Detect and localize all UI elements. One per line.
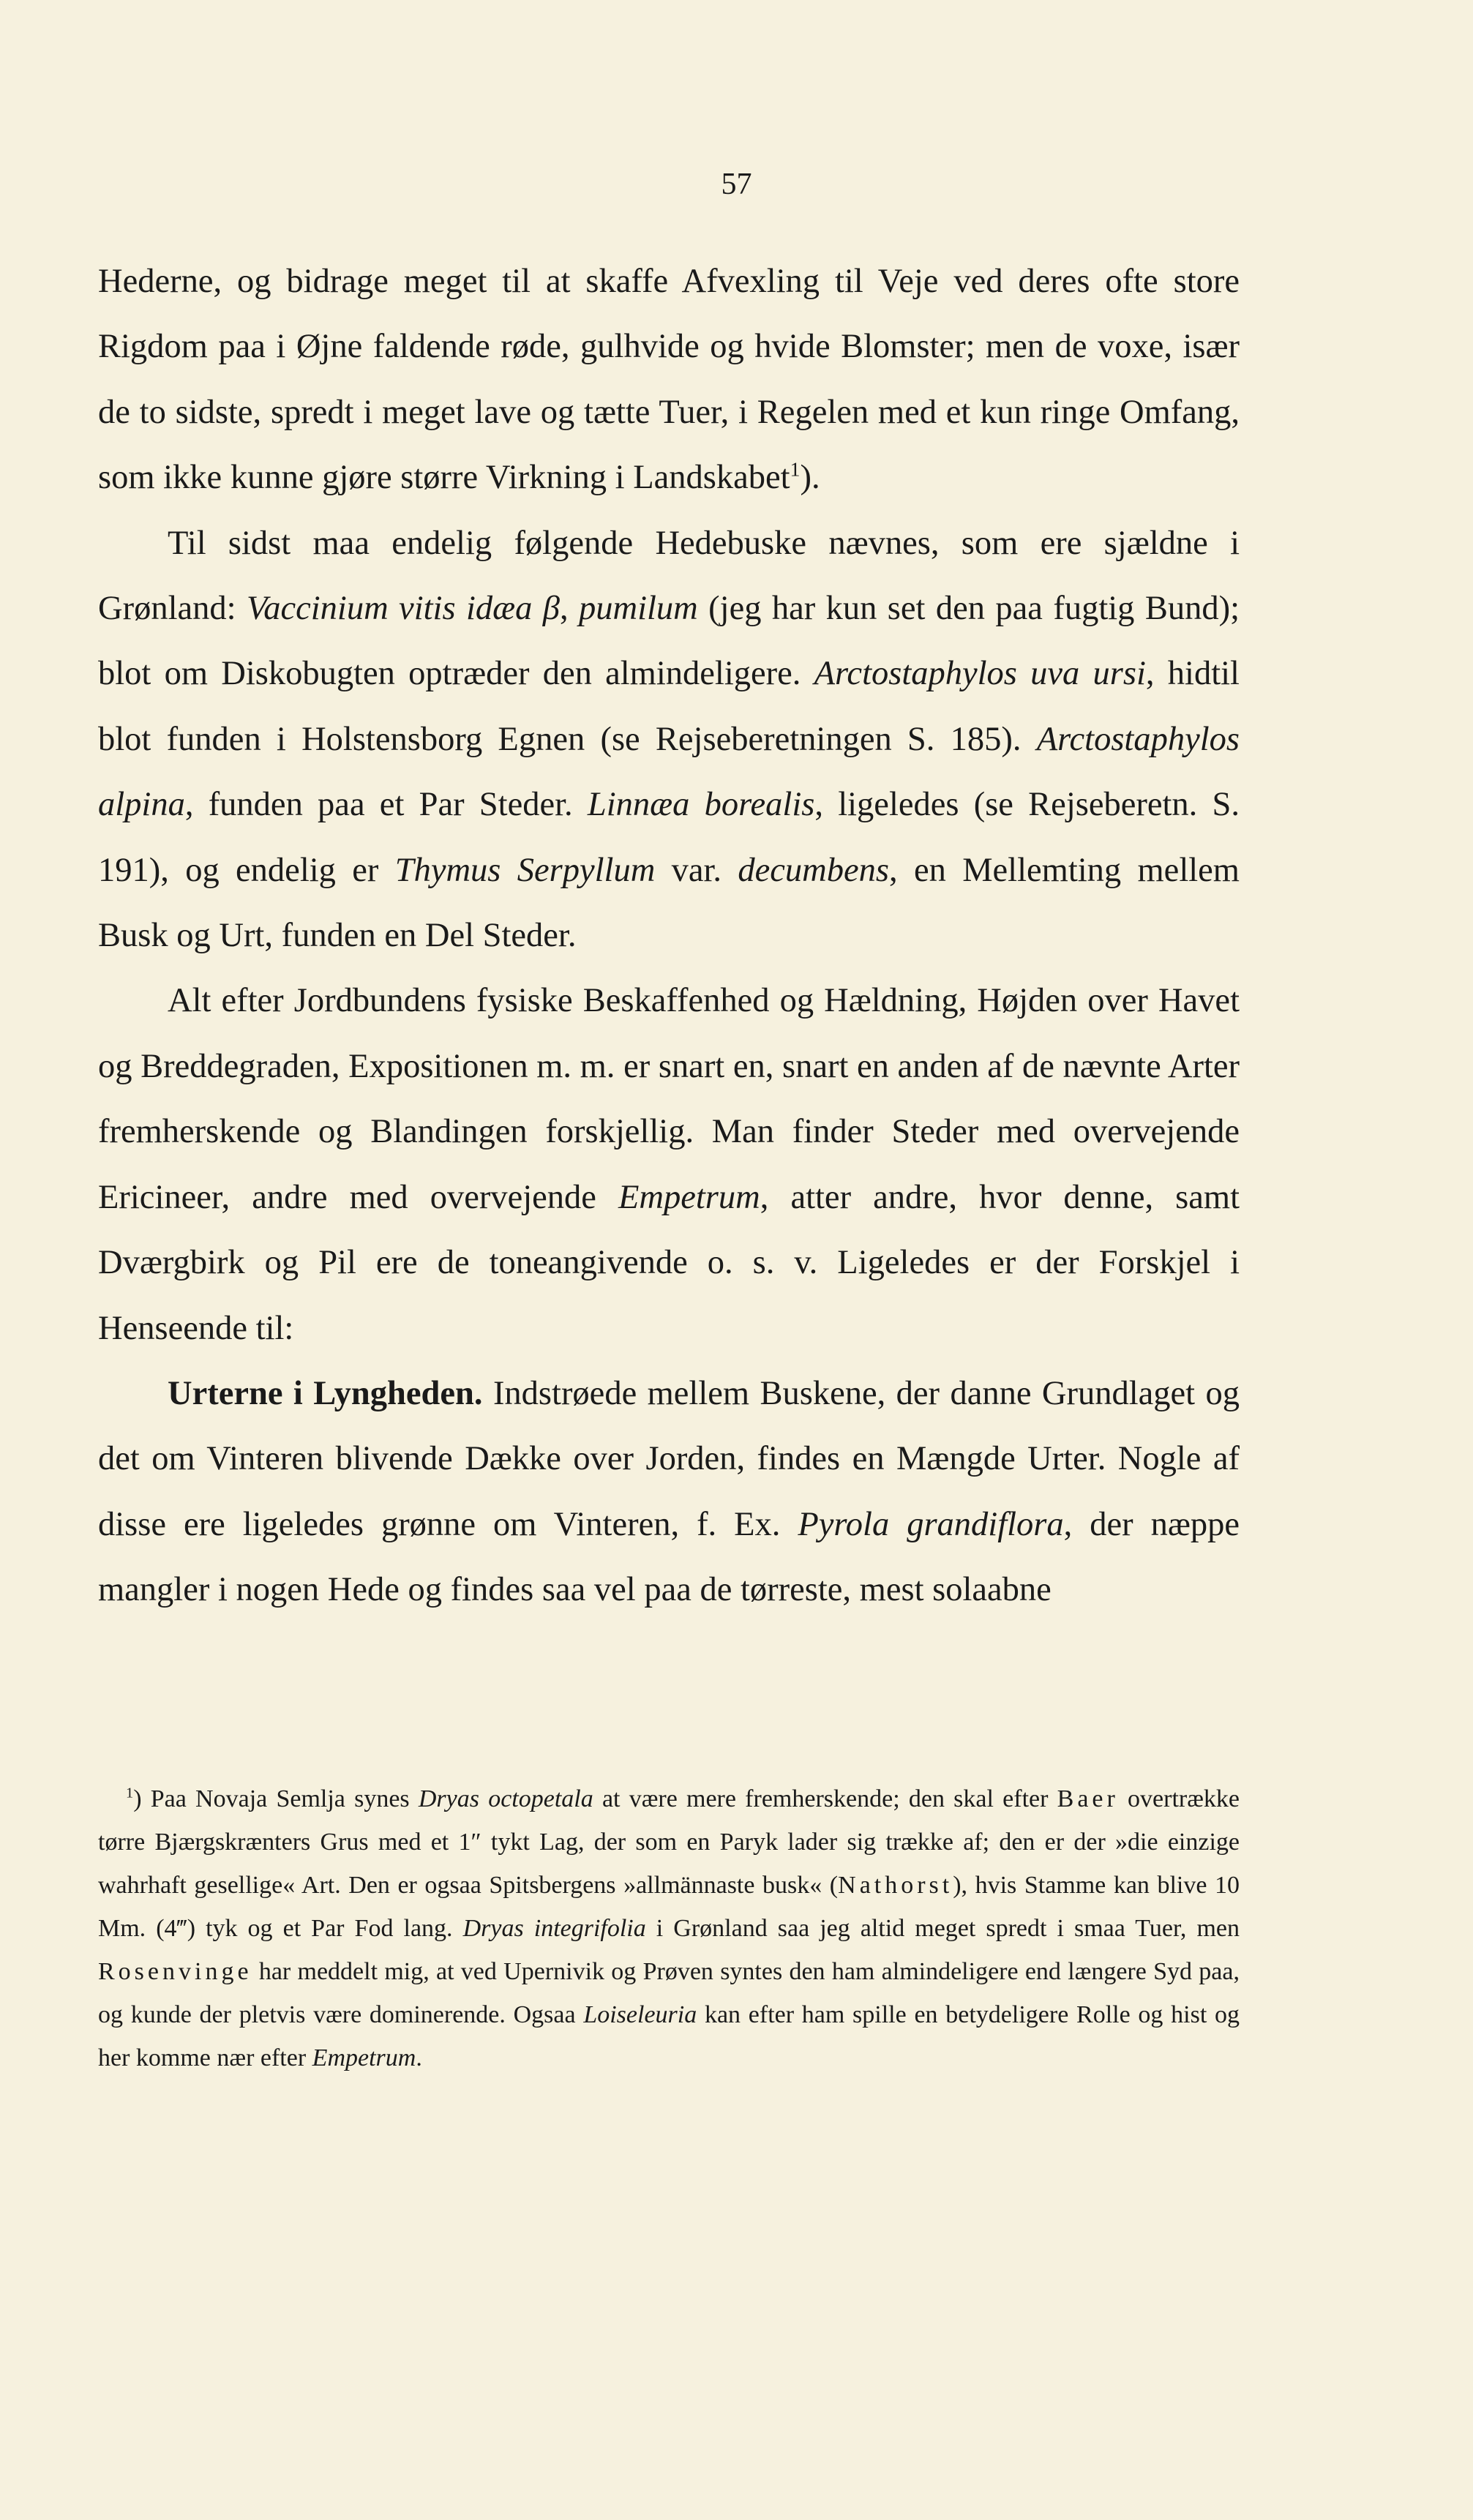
text-run: , en Mellemting mellem Busk og Urt, funden en Del Steder.	[98, 851, 1240, 955]
species-name: Loiseleuria	[583, 2001, 697, 2028]
species-name: pumilum	[579, 590, 698, 628]
author-name: Rosenvinge	[98, 1958, 252, 1985]
text-run: , ligeledes (se Rejseberetn. S. 191), og endelig er	[98, 786, 1240, 889]
text-run: kan efter ham spille en betydeligere Rolle og hist og her komme nær efter	[98, 2001, 1240, 2071]
text-run: i Grønland saa jeg altid meget spredt i smaa Tuer, men	[645, 1915, 1240, 1942]
footnote-mark: 1	[126, 1785, 134, 1801]
text-run: Til sidst maa endelig følgende Hedebuske nævnes, som ere sjældne i Grønland:	[98, 524, 1240, 628]
text-run: .	[416, 2044, 422, 2071]
text-run: (jeg har kun set den paa fugtig Bund); blot om Diskobugten optræder den almindeligere.	[98, 590, 1240, 693]
paragraph-heath-shrubs	[98, 511, 1240, 969]
footnote-1	[98, 1777, 1240, 2080]
text-run: Hederne, og bidrage meget til at skaffe Afvexling til Veje ved deres ofte store Rigdom paa i Øjne faldende røde, gulhvide og hvide Blomster; men de voxe, især de to sidste, spredt i meget lave og tætte Tuer, i Regelen med et kun ringe Omfang, som ikke kunne gjøre større Virkning i Landskabet	[98, 263, 1240, 497]
text-run: ), hvis Stamme kan blive 10 Mm. (4‴) tyk og et Par Fod lang.	[98, 1872, 1240, 1942]
text-run: overtrække tørre Bjærgskrænters Grus med et 1″ tykt Lag, der som en Paryk lader sig trække af; den er der »die einzige wahrhaft gesellige« Art. Den er ogsaa Spitsbergens »allmännaste busk« (	[98, 1785, 1240, 1899]
page-number: 57	[721, 168, 752, 201]
paragraph-soil-conditions	[98, 968, 1240, 1360]
footnotes	[98, 1777, 1240, 2080]
species-name: Vaccinium vitis idæa β	[246, 590, 560, 628]
paragraph-heath-flowers	[98, 249, 1240, 511]
species-name: Thymus Serpyllum	[394, 851, 656, 889]
species-name: Arctostaphylos uva ursi	[814, 655, 1146, 693]
text-run: at være mere fremherskende; den skal efter	[593, 1785, 1057, 1812]
species-name: decumbens	[738, 851, 889, 889]
text-run: , der næppe mangler i nogen Hede og findes saa vel paa de tørreste, mest solaabne	[98, 1505, 1240, 1609]
text-run: ).	[800, 459, 820, 497]
author-name: Baer	[1057, 1785, 1119, 1812]
species-name: Arctostaphylos alpina	[98, 720, 1240, 824]
species-name: Dryas octopetala	[418, 1785, 593, 1812]
paragraph-herbs	[98, 1361, 1240, 1623]
author-name: Nathorst	[838, 1872, 953, 1899]
footnote-reference: 1	[790, 458, 801, 481]
text-run: har meddelt mig, at ved Upernivik og Prøven syntes den ham almindeligere end længere Syd paa, og kunde der pletvis være dominerende. Ogsaa	[98, 1958, 1240, 2028]
text-run: , atter andre, hvor denne, samt Dværgbirk og Pil ere de toneangivende o. s. v. Ligeledes er der Forskjel i Henseende til:	[98, 1178, 1240, 1347]
species-name: Pyrola grandiflora	[798, 1505, 1064, 1543]
text-run: , funden paa et Par Steder.	[184, 786, 588, 824]
text-run: Alt efter Jordbundens fysiske Beskaffenhed og Hældning, Højden over Havet og Breddegraden, Expositionen m. m. er snart en, snart en anden af de nævnte Arter fremherskende og Blandingen forskjellig. Man finder Steder med overvejende Ericineer, andre med overvejende	[98, 982, 1240, 1216]
species-name: Dryas integrifolia	[462, 1915, 646, 1942]
species-name: Empetrum	[618, 1178, 760, 1216]
species-name: Empetrum	[312, 2044, 416, 2071]
text-run: var.	[655, 851, 738, 889]
species-name: Linnæa borealis	[587, 786, 815, 824]
text-run: Indstrøede mellem Buskene, der danne Grundlaget og det om Vinteren blivende Dække over Jorden, findes en Mængde Urter. Nogle af disse ere ligeledes grønne om Vinteren, f. Ex.	[98, 1374, 1240, 1543]
section-lead: Urterne i Lyngheden.	[168, 1374, 483, 1412]
text-run: ,	[559, 590, 580, 628]
text-run: , hidtil blot funden i Holstensborg Egnen (se Rejseberetningen S. 185).	[98, 655, 1240, 758]
text-run: ) Paa Novaja Semlja synes	[133, 1785, 419, 1812]
body-text	[98, 249, 1240, 1623]
